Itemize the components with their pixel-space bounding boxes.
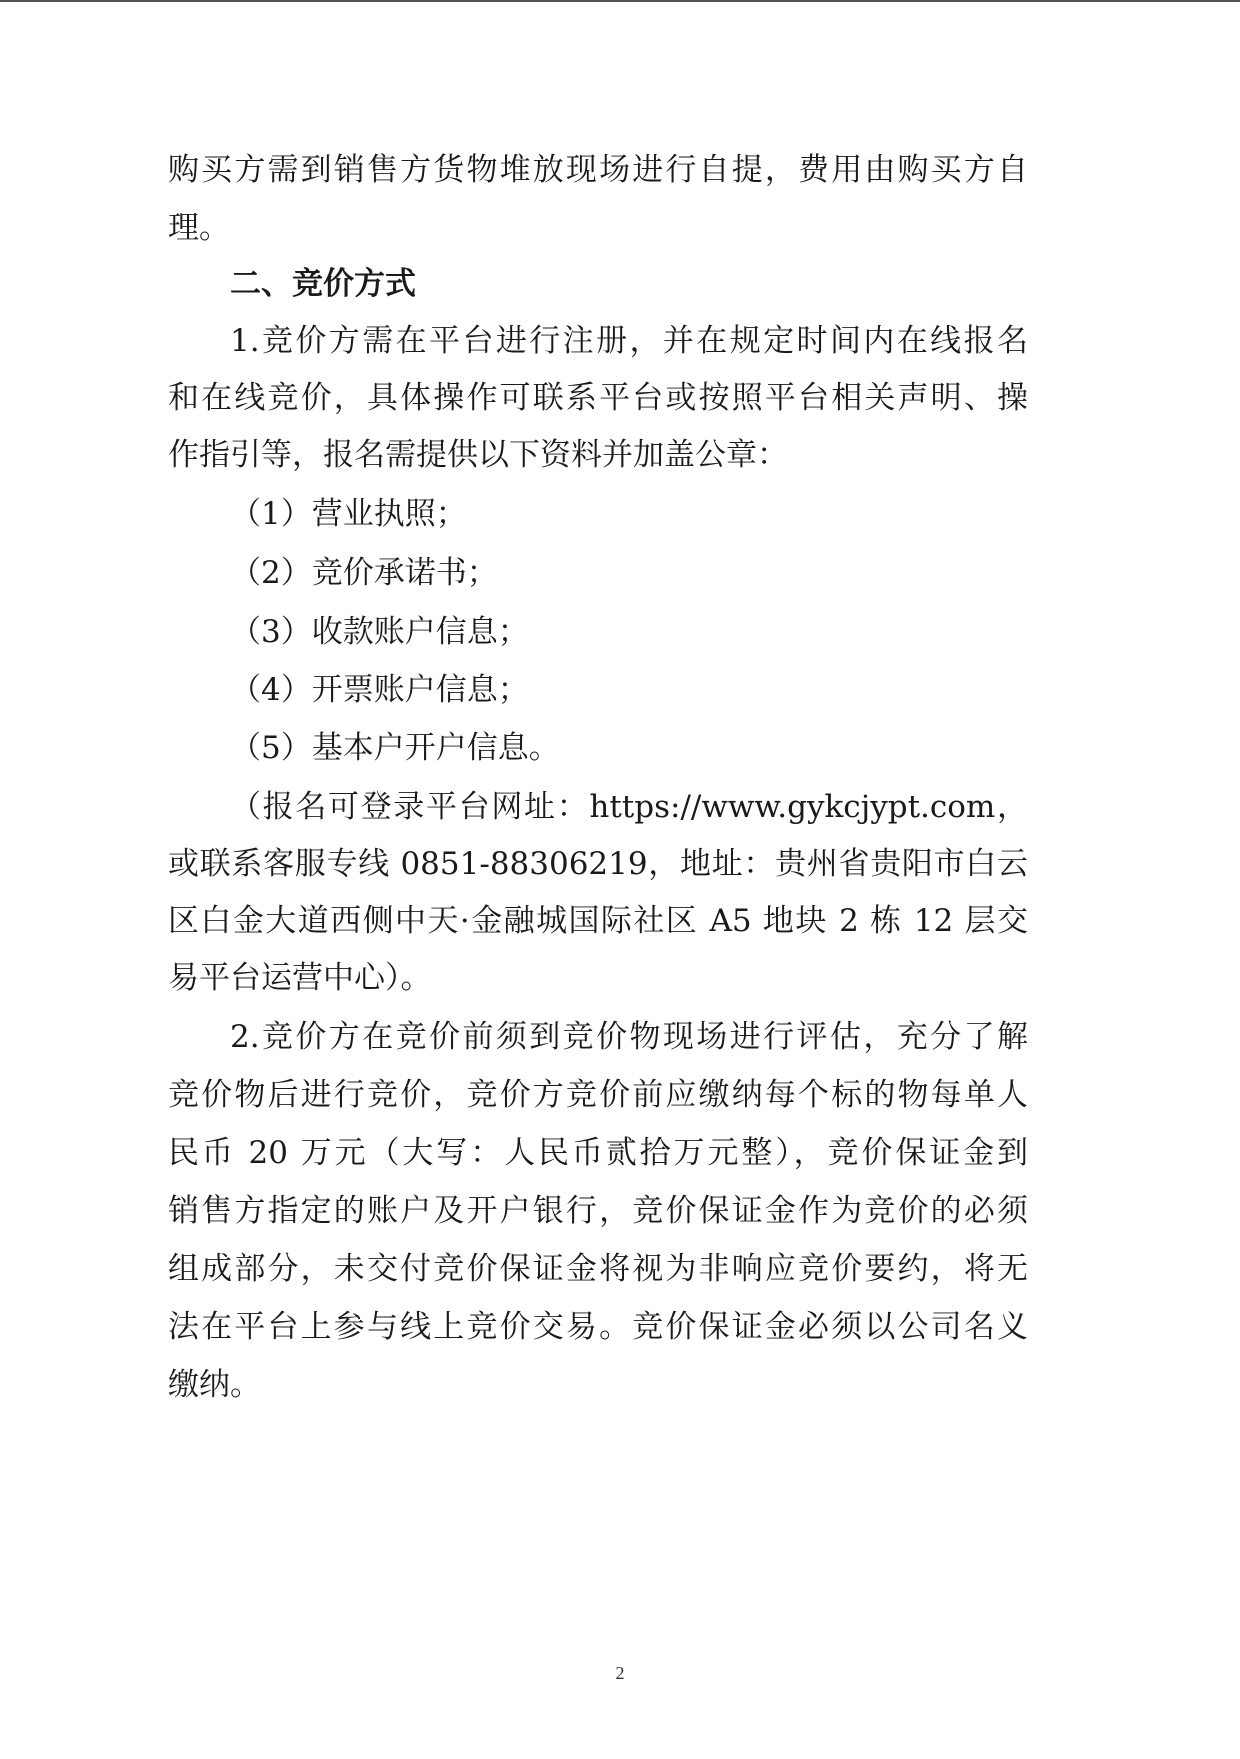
paragraph-line: 购买方需到销售方货物堆放现场进行自提，费用由购买方自 bbox=[168, 152, 1028, 188]
paragraph-line: 2.竞价方在竞价前须到竞价物现场进行评估，充分了解 bbox=[230, 1019, 1028, 1055]
paragraph-line: 1.竞价方需在平台进行注册，并在规定时间内在线报名 bbox=[230, 323, 1028, 359]
list-item: （3）收款账户信息； bbox=[230, 614, 529, 650]
scan-top-edge bbox=[0, 0, 1240, 2]
paragraph-line: 民币 20 万元（大写：人民币贰拾万元整），竞价保证金到 bbox=[168, 1135, 1028, 1171]
list-item: （1）营业执照； bbox=[230, 496, 467, 532]
paragraph-line: （报名可登录平台网址：https://www.gykcjypt.com， bbox=[230, 789, 1028, 825]
paragraph-line: 易平台运营中心）。 bbox=[168, 960, 432, 996]
paragraph-line: 区白金大道西侧中天·金融城国际社区 A5 地块 2 栋 12 层交 bbox=[168, 903, 1028, 939]
paragraph-line: 组成部分，未交付竞价保证金将视为非响应竞价要约，将无 bbox=[168, 1251, 1028, 1287]
paragraph-line: 法在平台上参与线上竞价交易。竞价保证金必须以公司名义 bbox=[168, 1309, 1028, 1345]
paragraph-line: 作指引等，报名需提供以下资料并加盖公章： bbox=[168, 437, 788, 473]
paragraph-line: 销售方指定的账户及开户银行，竞价保证金作为竞价的必须 bbox=[168, 1193, 1028, 1229]
page-number: 2 bbox=[615, 1663, 625, 1683]
list-item: （4）开票账户信息； bbox=[230, 672, 529, 708]
paragraph-line: 理。 bbox=[168, 210, 230, 246]
paragraph-line: 或联系客服专线 0851-88306219，地址：贵州省贵阳市白云 bbox=[168, 846, 1028, 882]
section-heading: 二、竞价方式 bbox=[230, 266, 416, 302]
paragraph-line: 竞价物后进行竞价，竞价方竞价前应缴纳每个标的物每单人 bbox=[168, 1077, 1028, 1113]
paragraph-line: 和在线竞价，具体操作可联系平台或按照平台相关声明、操 bbox=[168, 380, 1028, 416]
list-item: （2）竞价承诺书； bbox=[230, 555, 498, 591]
paragraph-line: 缴纳。 bbox=[168, 1367, 261, 1403]
list-item: （5）基本户开户信息。 bbox=[230, 730, 560, 766]
